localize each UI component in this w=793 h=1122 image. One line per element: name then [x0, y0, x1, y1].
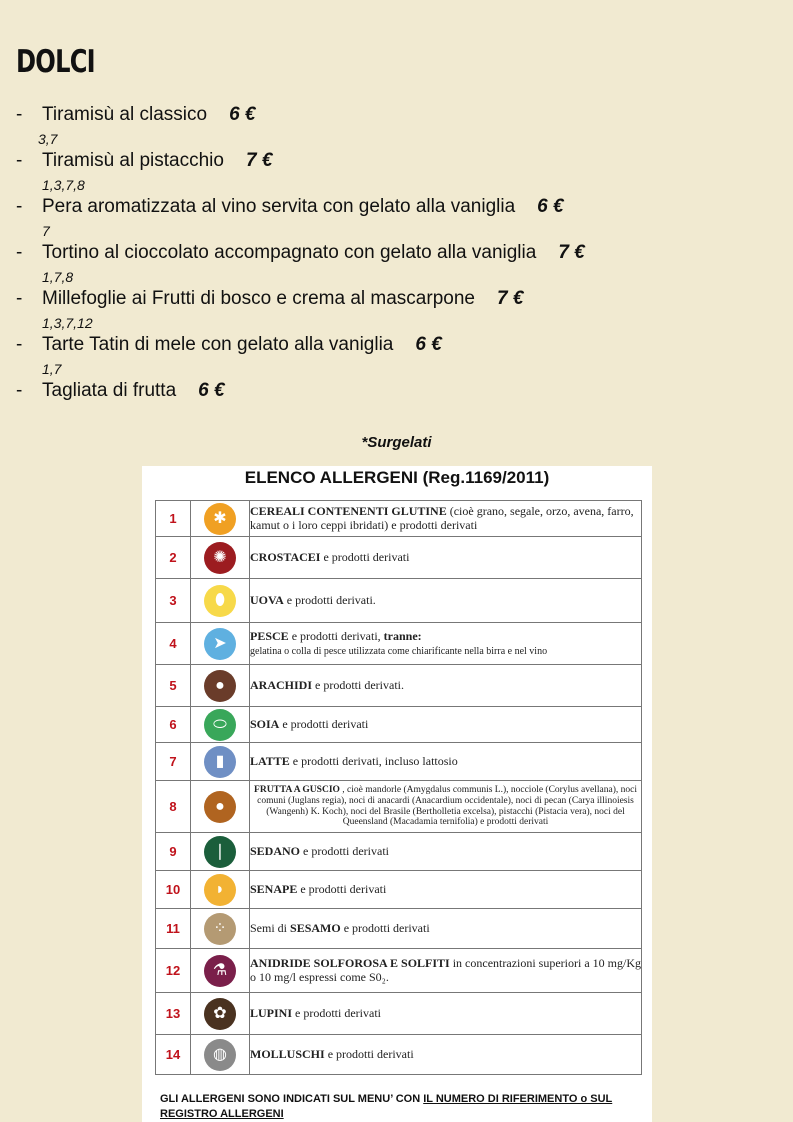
allergen-footer-underlined: IL NUMERO DI RIFERIMENTO o SUL REGISTRO ALLERGENI	[160, 1093, 613, 1120]
allergen-footer-text: GLI ALLERGENI SONO INDICATI SUL MENU’ CON	[160, 1093, 424, 1105]
allergen-glyph: ➤	[213, 634, 227, 652]
allergen-glyph: ▮	[215, 752, 225, 770]
frozen-note: *Surgelati	[361, 434, 432, 451]
allergen-number: 12	[156, 949, 191, 993]
allergen-table	[155, 500, 642, 1075]
allergen-name: LATTE	[250, 753, 290, 768]
allergen-icon-cell	[191, 781, 250, 833]
menu-item-name	[42, 242, 585, 264]
allergen-icon-cell	[191, 537, 250, 579]
nut-icon	[204, 791, 236, 823]
allergen-name: UOVA	[250, 592, 284, 607]
mollusc-icon	[204, 1039, 236, 1071]
allergen-desc: e prodotti derivati	[327, 1046, 414, 1061]
allergen-icon-cell	[191, 871, 250, 909]
allergen-name: LUPINI	[250, 1005, 293, 1020]
allergen-desc: e prodotti derivati,	[291, 628, 381, 643]
allergen-icon-cell	[191, 707, 250, 743]
egg-icon	[204, 585, 236, 617]
sesame-icon	[204, 913, 236, 945]
allergen-glyph: ⁘	[213, 919, 227, 937]
allergen-row	[156, 579, 642, 623]
allergen-desc: e prodotti derivati	[300, 881, 387, 896]
menu-item-dash: -	[16, 104, 23, 125]
mustard-icon	[204, 874, 236, 906]
allergen-icon-cell	[191, 623, 250, 665]
menu-item	[16, 150, 776, 196]
allergen-prefix: Semi di	[250, 920, 291, 935]
menu-item-allergens: 7	[42, 223, 50, 239]
menu-item-name	[42, 150, 272, 172]
allergen-glyph: ❘	[213, 842, 227, 860]
menu-item-dash: -	[16, 380, 23, 401]
allergen-desc: e prodotti derivati	[303, 843, 389, 858]
allergen-icon-cell	[191, 909, 250, 949]
allergen-number: 11	[156, 909, 191, 949]
allergen-description	[250, 781, 642, 833]
menu-item-price: 6 €	[537, 196, 564, 217]
fish-icon	[204, 628, 236, 660]
menu-item-name	[42, 288, 523, 310]
allergen-card-title: ELENCO ALLERGENI (Reg.1169/2011)	[244, 468, 550, 487]
allergen-row	[156, 1035, 642, 1075]
menu-item-label: Tiramisù al classico	[42, 104, 208, 125]
menu-item-allergens: 1,7	[42, 361, 62, 377]
menu-item-price: 6 €	[415, 334, 442, 355]
allergen-icon-cell	[191, 1035, 250, 1075]
allergen-number: 13	[156, 993, 191, 1035]
allergen-row	[156, 743, 642, 781]
allergen-note: gelatina o colla di pesce utilizzata come chiarificante nella birra e nel vino	[250, 645, 548, 657]
allergen-number: 2	[156, 537, 191, 579]
allergen-name: SESAMO	[290, 920, 341, 935]
allergen-row	[156, 665, 642, 707]
allergen-glyph: ●	[215, 797, 225, 815]
allergen-desc: e prodotti derivati	[323, 549, 410, 564]
allergen-row	[156, 949, 642, 993]
allergen-description	[250, 707, 642, 743]
wheat-icon	[204, 503, 236, 535]
allergen-name: CEREALI CONTENENTI GLUTINE	[250, 503, 447, 518]
menu-item-dash: -	[16, 242, 23, 263]
menu-item-name	[42, 334, 442, 356]
allergen-number: 7	[156, 743, 191, 781]
menu-item-label: Tagliata di frutta	[42, 380, 177, 401]
menu-item-price: 7 €	[245, 150, 273, 171]
allergen-glyph: ⚗	[212, 961, 228, 979]
menu-item	[16, 380, 776, 426]
allergen-row	[156, 501, 642, 537]
allergen-desc: e prodotti derivati	[343, 920, 430, 935]
allergen-number: 14	[156, 1035, 191, 1075]
menu-item-price: 6 €	[229, 104, 256, 125]
celery-icon	[204, 836, 236, 868]
allergen-name: FRUTTA A GUSCIO	[254, 784, 340, 795]
menu-item-price: 7 €	[558, 242, 585, 263]
menu-item-dash: -	[16, 150, 23, 171]
allergen-name: MOLLUSCHI	[250, 1046, 325, 1061]
allergen-number: 4	[156, 623, 191, 665]
menu-item-label: Millefoglie ai Frutti di bosco e crema al mascarpone	[42, 288, 475, 309]
allergen-row	[156, 707, 642, 743]
allergen-glyph: ✱	[213, 509, 227, 527]
allergen-name: ANIDRIDE SOLFOROSA E SOLFITI	[250, 955, 450, 970]
peanut-icon	[204, 670, 236, 702]
allergen-icon-cell	[191, 579, 250, 623]
allergen-icon-cell	[191, 993, 250, 1035]
allergen-description	[250, 743, 642, 781]
allergen-row	[156, 871, 642, 909]
menu-item-label: Tarte Tatin di mele con gelato alla vaniglia	[42, 334, 394, 355]
allergen-glyph: ◗	[215, 880, 225, 898]
menu-item-allergens: 1,3,7,12	[42, 315, 93, 331]
allergen-desc: in concentrazioni superiori a 10 mg/Kg o 10 mg/l espressi come S0₂.	[250, 955, 641, 984]
allergen-row	[156, 993, 642, 1035]
allergen-glyph: ✺	[213, 548, 227, 566]
allergen-card	[142, 466, 652, 1122]
allergen-description	[250, 623, 642, 665]
allergen-glyph: ✿	[213, 1004, 227, 1022]
menu-item-allergens: 1,3,7,8	[42, 177, 85, 193]
allergen-desc: e prodotti derivati	[282, 716, 369, 731]
allergen-name: SENAPE	[250, 881, 298, 896]
allergen-number: 3	[156, 579, 191, 623]
allergen-row	[156, 537, 642, 579]
allergen-exception: tranne:	[383, 628, 422, 643]
allergen-number: 10	[156, 871, 191, 909]
sulphite-icon	[204, 955, 236, 987]
menu-item-label: Pera aromatizzata al vino servita con gelato alla vaniglia	[42, 196, 516, 217]
allergen-name: PESCE	[250, 628, 289, 643]
allergen-description	[250, 665, 642, 707]
allergen-desc: e prodotti derivati.	[286, 592, 376, 607]
lupin-icon	[204, 998, 236, 1030]
allergen-desc: e prodotti derivati.	[315, 677, 404, 692]
menu-item-price: 6 €	[198, 380, 225, 401]
allergen-icon-cell	[191, 665, 250, 707]
menu-item	[16, 288, 776, 334]
allergen-icon-cell	[191, 501, 250, 537]
milk-icon	[204, 746, 236, 778]
menu-item-name	[42, 104, 255, 126]
menu-item	[16, 242, 776, 288]
menu-item	[16, 334, 776, 380]
menu-item-label: Tortino al cioccolato accompagnato con gelato alla vaniglia	[42, 242, 537, 263]
menu-item-dash: -	[16, 288, 23, 309]
allergen-desc: e prodotti derivati, incluso lattosio	[292, 753, 458, 768]
soy-icon	[204, 709, 236, 741]
menu-item-allergens: 1,7,8	[42, 269, 74, 285]
allergen-row	[156, 781, 642, 833]
dessert-menu	[16, 104, 776, 426]
allergen-number: 5	[156, 665, 191, 707]
allergen-row	[156, 909, 642, 949]
allergen-description	[250, 871, 642, 909]
allergen-description	[250, 833, 642, 871]
section-title: DOLCI	[16, 44, 95, 80]
allergen-glyph: ◍	[213, 1045, 227, 1063]
menu-item-price: 7 €	[496, 288, 524, 309]
allergen-description	[250, 501, 642, 537]
allergen-row	[156, 833, 642, 871]
allergen-name: SOIA	[250, 716, 280, 731]
allergen-description	[250, 1035, 642, 1075]
allergen-number: 9	[156, 833, 191, 871]
menu-item-allergens: 3,7	[38, 131, 58, 147]
allergen-description	[250, 949, 642, 993]
menu-item-name	[42, 196, 564, 218]
allergen-desc: e prodotti derivati	[295, 1005, 381, 1020]
allergen-desc: , cioè mandorle (Amygdalus communis L.), nocciole (Corylus avellana), noci comuni (Juglans regia), noci di anacardi (Anacardium occidentale), noci di pecan (Carya illinoiesis (Wangenh) K. Koch), noci del Brasile (Bertholletia excelsa), pistacchi (Pistacia vera), noci del Queensland (Macadamia ternifolia) e prodotti derivati	[257, 784, 637, 828]
allergen-description	[250, 993, 642, 1035]
allergen-name: SEDANO	[250, 843, 301, 858]
menu-item	[16, 196, 776, 242]
allergen-icon-cell	[191, 833, 250, 871]
allergen-glyph: ⬮	[214, 591, 226, 609]
menu-item-dash: -	[16, 334, 23, 355]
menu-item	[16, 104, 776, 150]
crab-icon	[204, 542, 236, 574]
allergen-footer	[160, 1092, 640, 1122]
menu-item-label: Tiramisù al pistacchio	[42, 150, 224, 171]
allergen-number: 8	[156, 781, 191, 833]
allergen-icon-cell	[191, 949, 250, 993]
allergen-description	[250, 537, 642, 579]
allergen-number: 1	[156, 501, 191, 537]
allergen-icon-cell	[191, 743, 250, 781]
allergen-name: CROSTACEI	[250, 549, 321, 564]
allergen-glyph: ●	[215, 676, 225, 694]
allergen-description	[250, 579, 642, 623]
menu-item-name	[42, 380, 225, 402]
allergen-glyph: ⬭	[213, 715, 227, 733]
allergen-desc: (cioè grano, segale, orzo, avena, farro, kamut o i loro ceppi ibridati) e prodotti derivati	[250, 503, 634, 532]
allergen-name: ARACHIDI	[250, 677, 313, 692]
menu-item-dash: -	[16, 196, 23, 217]
allergen-row	[156, 623, 642, 665]
allergen-number: 6	[156, 707, 191, 743]
allergen-description	[250, 909, 642, 949]
